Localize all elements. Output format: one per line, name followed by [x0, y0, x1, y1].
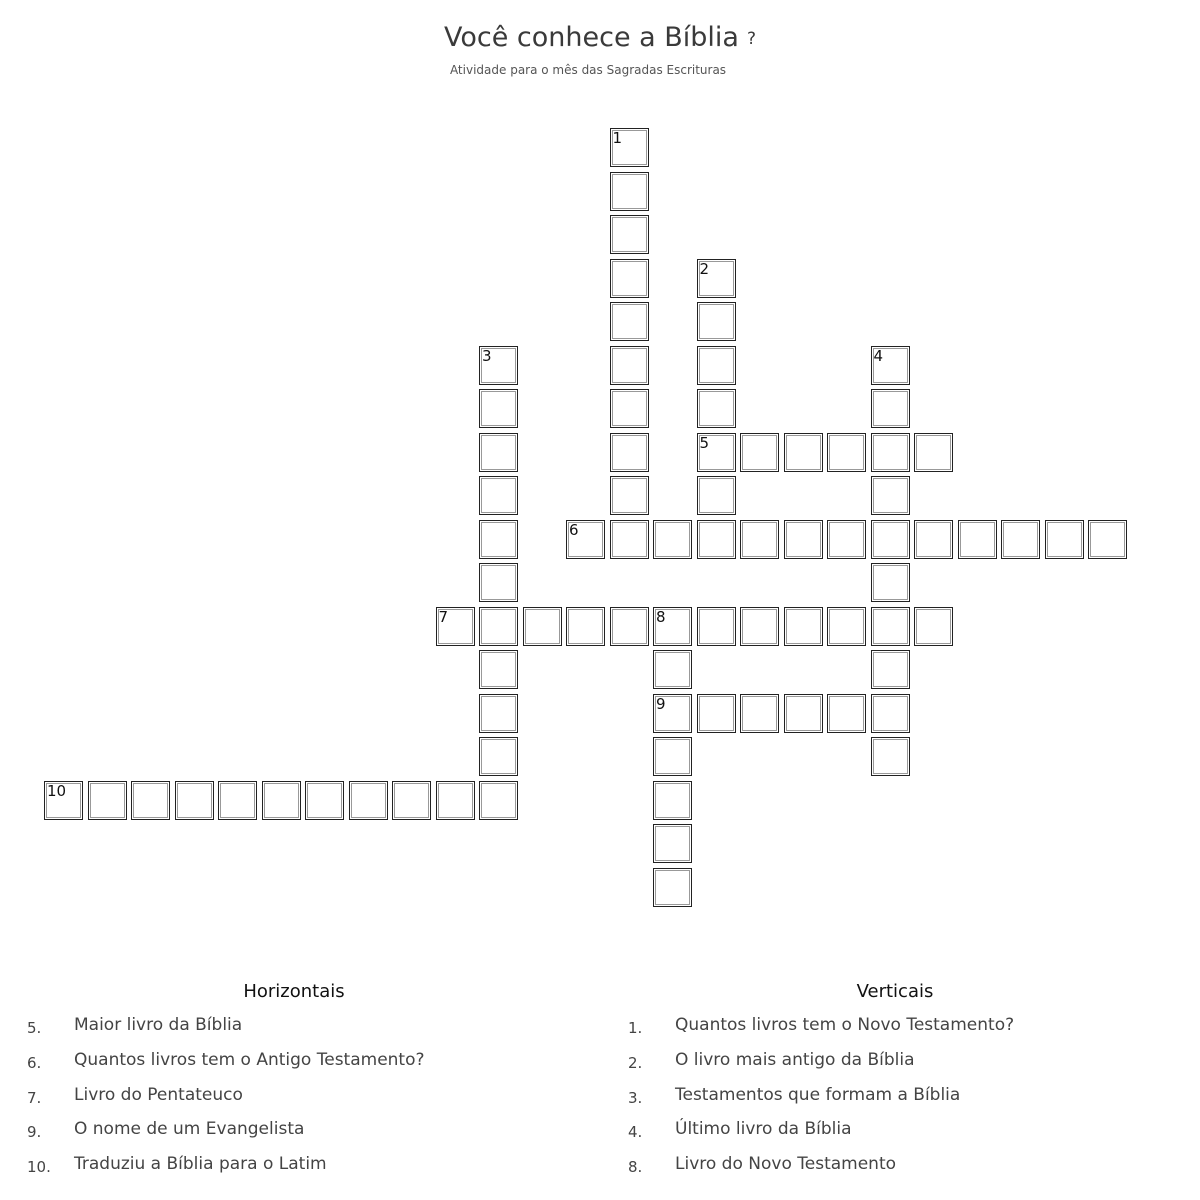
crossword-cell[interactable] [262, 781, 301, 820]
crossword-cell[interactable] [479, 650, 518, 689]
crossword-cell[interactable] [871, 476, 910, 515]
crossword-cell[interactable] [1001, 520, 1040, 559]
crossword-cell[interactable] [305, 781, 344, 820]
clue-item-number: 10. [27, 1158, 51, 1177]
crossword-cell[interactable] [610, 433, 649, 472]
crossword-cell[interactable] [697, 433, 736, 472]
crossword-cell[interactable] [479, 781, 518, 820]
clue-item [628, 1085, 1188, 1111]
crossword-cell[interactable] [479, 607, 518, 646]
crossword-cell[interactable] [827, 433, 866, 472]
crossword-cell[interactable] [479, 346, 518, 385]
crossword-cell[interactable] [697, 694, 736, 733]
clue-item [628, 1015, 1188, 1041]
clue-item-text: Livro do Pentateuco [74, 1084, 243, 1105]
clue-item [27, 1119, 587, 1145]
clue-item [27, 1154, 587, 1180]
crossword-cell[interactable] [610, 302, 649, 341]
page-subtitle: Atividade para o mês das Sagradas Escrituras [449, 63, 727, 77]
crossword-cell[interactable] [653, 520, 692, 559]
crossword-cell[interactable] [653, 607, 692, 646]
crossword-cell[interactable] [697, 476, 736, 515]
crossword-cell[interactable] [479, 694, 518, 733]
crossword-cell[interactable] [871, 389, 910, 428]
clue-item [628, 1154, 1188, 1180]
crossword-cell[interactable] [740, 607, 779, 646]
crossword-cell[interactable] [392, 781, 431, 820]
crossword-cell[interactable] [523, 607, 562, 646]
clue-item-text: Quantos livros tem o Antigo Testamento? [74, 1049, 425, 1070]
crossword-cell[interactable] [653, 824, 692, 863]
crossword-cell[interactable] [349, 781, 388, 820]
page-title-text: Você conhece a Bíblia [443, 22, 739, 53]
crossword-cell[interactable] [653, 868, 692, 907]
crossword-cell[interactable] [610, 128, 649, 167]
crossword-cell[interactable] [784, 607, 823, 646]
crossword-cell[interactable] [479, 476, 518, 515]
crossword-cell[interactable] [958, 520, 997, 559]
crossword-cell[interactable] [871, 737, 910, 776]
clue-number: 2 [699, 259, 710, 278]
crossword-cell[interactable] [566, 520, 605, 559]
crossword-cell[interactable] [697, 607, 736, 646]
clue-item-text: O livro mais antigo da Bíblia [675, 1049, 915, 1070]
crossword-cell[interactable] [1088, 520, 1127, 559]
crossword-cell[interactable] [610, 215, 649, 254]
crossword-cell[interactable] [436, 607, 475, 646]
clue-item [628, 1119, 1188, 1145]
crossword-cell[interactable] [610, 389, 649, 428]
crossword-cell[interactable] [827, 694, 866, 733]
clue-item [628, 1050, 1188, 1076]
clue-item-number: 5. [27, 1019, 42, 1037]
crossword-cell[interactable] [871, 694, 910, 733]
clue-number: 6 [569, 520, 579, 539]
clue-item-number: 9. [27, 1123, 42, 1142]
crossword-cell[interactable] [44, 781, 83, 820]
clue-item-number: 1. [628, 1019, 643, 1037]
clue-number: 3 [482, 346, 492, 365]
crossword-cell[interactable] [740, 694, 779, 733]
clue-item-text: Quantos livros tem o Novo Testamento? [675, 1015, 1015, 1035]
crossword-cell[interactable] [871, 433, 910, 472]
crossword-cell[interactable] [175, 781, 214, 820]
clue-item-text: Livro do Novo Testamento [675, 1154, 897, 1175]
crossword-cell[interactable] [479, 389, 518, 428]
crossword-cell[interactable] [740, 520, 779, 559]
crossword-cell[interactable] [610, 476, 649, 515]
clue-item-number: 2. [628, 1053, 643, 1072]
clue-item-number: 7. [27, 1088, 42, 1107]
crossword-cell[interactable] [914, 433, 953, 472]
crossword-cell[interactable] [610, 346, 649, 385]
clue-item-number: 6. [27, 1053, 42, 1072]
crossword-cell[interactable] [784, 694, 823, 733]
crossword-cell[interactable] [610, 172, 649, 211]
clue-item-number: 3. [628, 1088, 643, 1107]
crossword-cell[interactable] [479, 563, 518, 602]
crossword-cell[interactable] [479, 433, 518, 472]
crossword-cell[interactable] [88, 781, 127, 820]
clue-number: 9 [656, 694, 666, 713]
crossword-cell[interactable] [566, 607, 605, 646]
crossword-cell[interactable] [610, 520, 649, 559]
crossword-cell[interactable] [784, 520, 823, 559]
crossword-cell[interactable] [697, 520, 736, 559]
crossword-cell[interactable] [653, 781, 692, 820]
crossword-cell[interactable] [653, 694, 692, 733]
crossword-cell[interactable] [827, 520, 866, 559]
crossword-cell[interactable] [871, 346, 910, 385]
crossword-cell[interactable] [479, 737, 518, 776]
crossword-cell[interactable] [610, 607, 649, 646]
crossword-cell[interactable] [653, 650, 692, 689]
crossword-cell[interactable] [697, 346, 736, 385]
crossword-cell[interactable] [479, 520, 518, 559]
crossword-cell[interactable] [610, 259, 649, 298]
clue-item-number: 4. [628, 1123, 643, 1142]
clue-number: 1 [612, 129, 623, 147]
crossword-cell[interactable] [653, 737, 692, 776]
clue-item [27, 1050, 587, 1076]
crossword-cell[interactable] [131, 781, 170, 820]
crossword-cell[interactable] [1045, 520, 1084, 559]
clue-number: 7 [438, 607, 449, 626]
clue-number: 8 [656, 607, 666, 626]
crossword-cell[interactable] [697, 389, 736, 428]
clue-item [27, 1085, 587, 1111]
clue-item-number: 8. [628, 1158, 643, 1177]
clue-item-text: Maior livro da Bíblia [74, 1015, 243, 1035]
crossword-cell[interactable] [871, 520, 910, 559]
crossword-cell[interactable] [871, 563, 910, 602]
crossword-cell[interactable] [871, 607, 910, 646]
crossword-cell[interactable] [697, 302, 736, 341]
clue-item [27, 1015, 587, 1041]
crossword-cell[interactable] [218, 781, 257, 820]
clue-number: 5 [699, 433, 710, 452]
crossword-cell[interactable] [436, 781, 475, 820]
across-heading: Horizontais [243, 981, 345, 1002]
clue-item-text: Testamentos que formam a Bíblia [675, 1084, 961, 1105]
crossword-cell[interactable] [784, 433, 823, 472]
crossword-cell[interactable] [827, 607, 866, 646]
crossword-cell[interactable] [697, 259, 736, 298]
crossword-cell[interactable] [914, 520, 953, 559]
crossword-cell[interactable] [740, 433, 779, 472]
page-title-mark: ? [746, 29, 757, 49]
clue-item-text: Último livro da Bíblia [675, 1119, 852, 1140]
crossword-cell[interactable] [914, 607, 953, 646]
clue-item-text: Traduziu a Bíblia para o Latim [74, 1154, 327, 1175]
clue-item-text: O nome de um Evangelista [74, 1119, 305, 1140]
clue-number: 10 [47, 781, 67, 800]
down-heading: Verticais [856, 981, 934, 1002]
clue-number: 4 [873, 346, 884, 365]
crossword-cell[interactable] [871, 650, 910, 689]
